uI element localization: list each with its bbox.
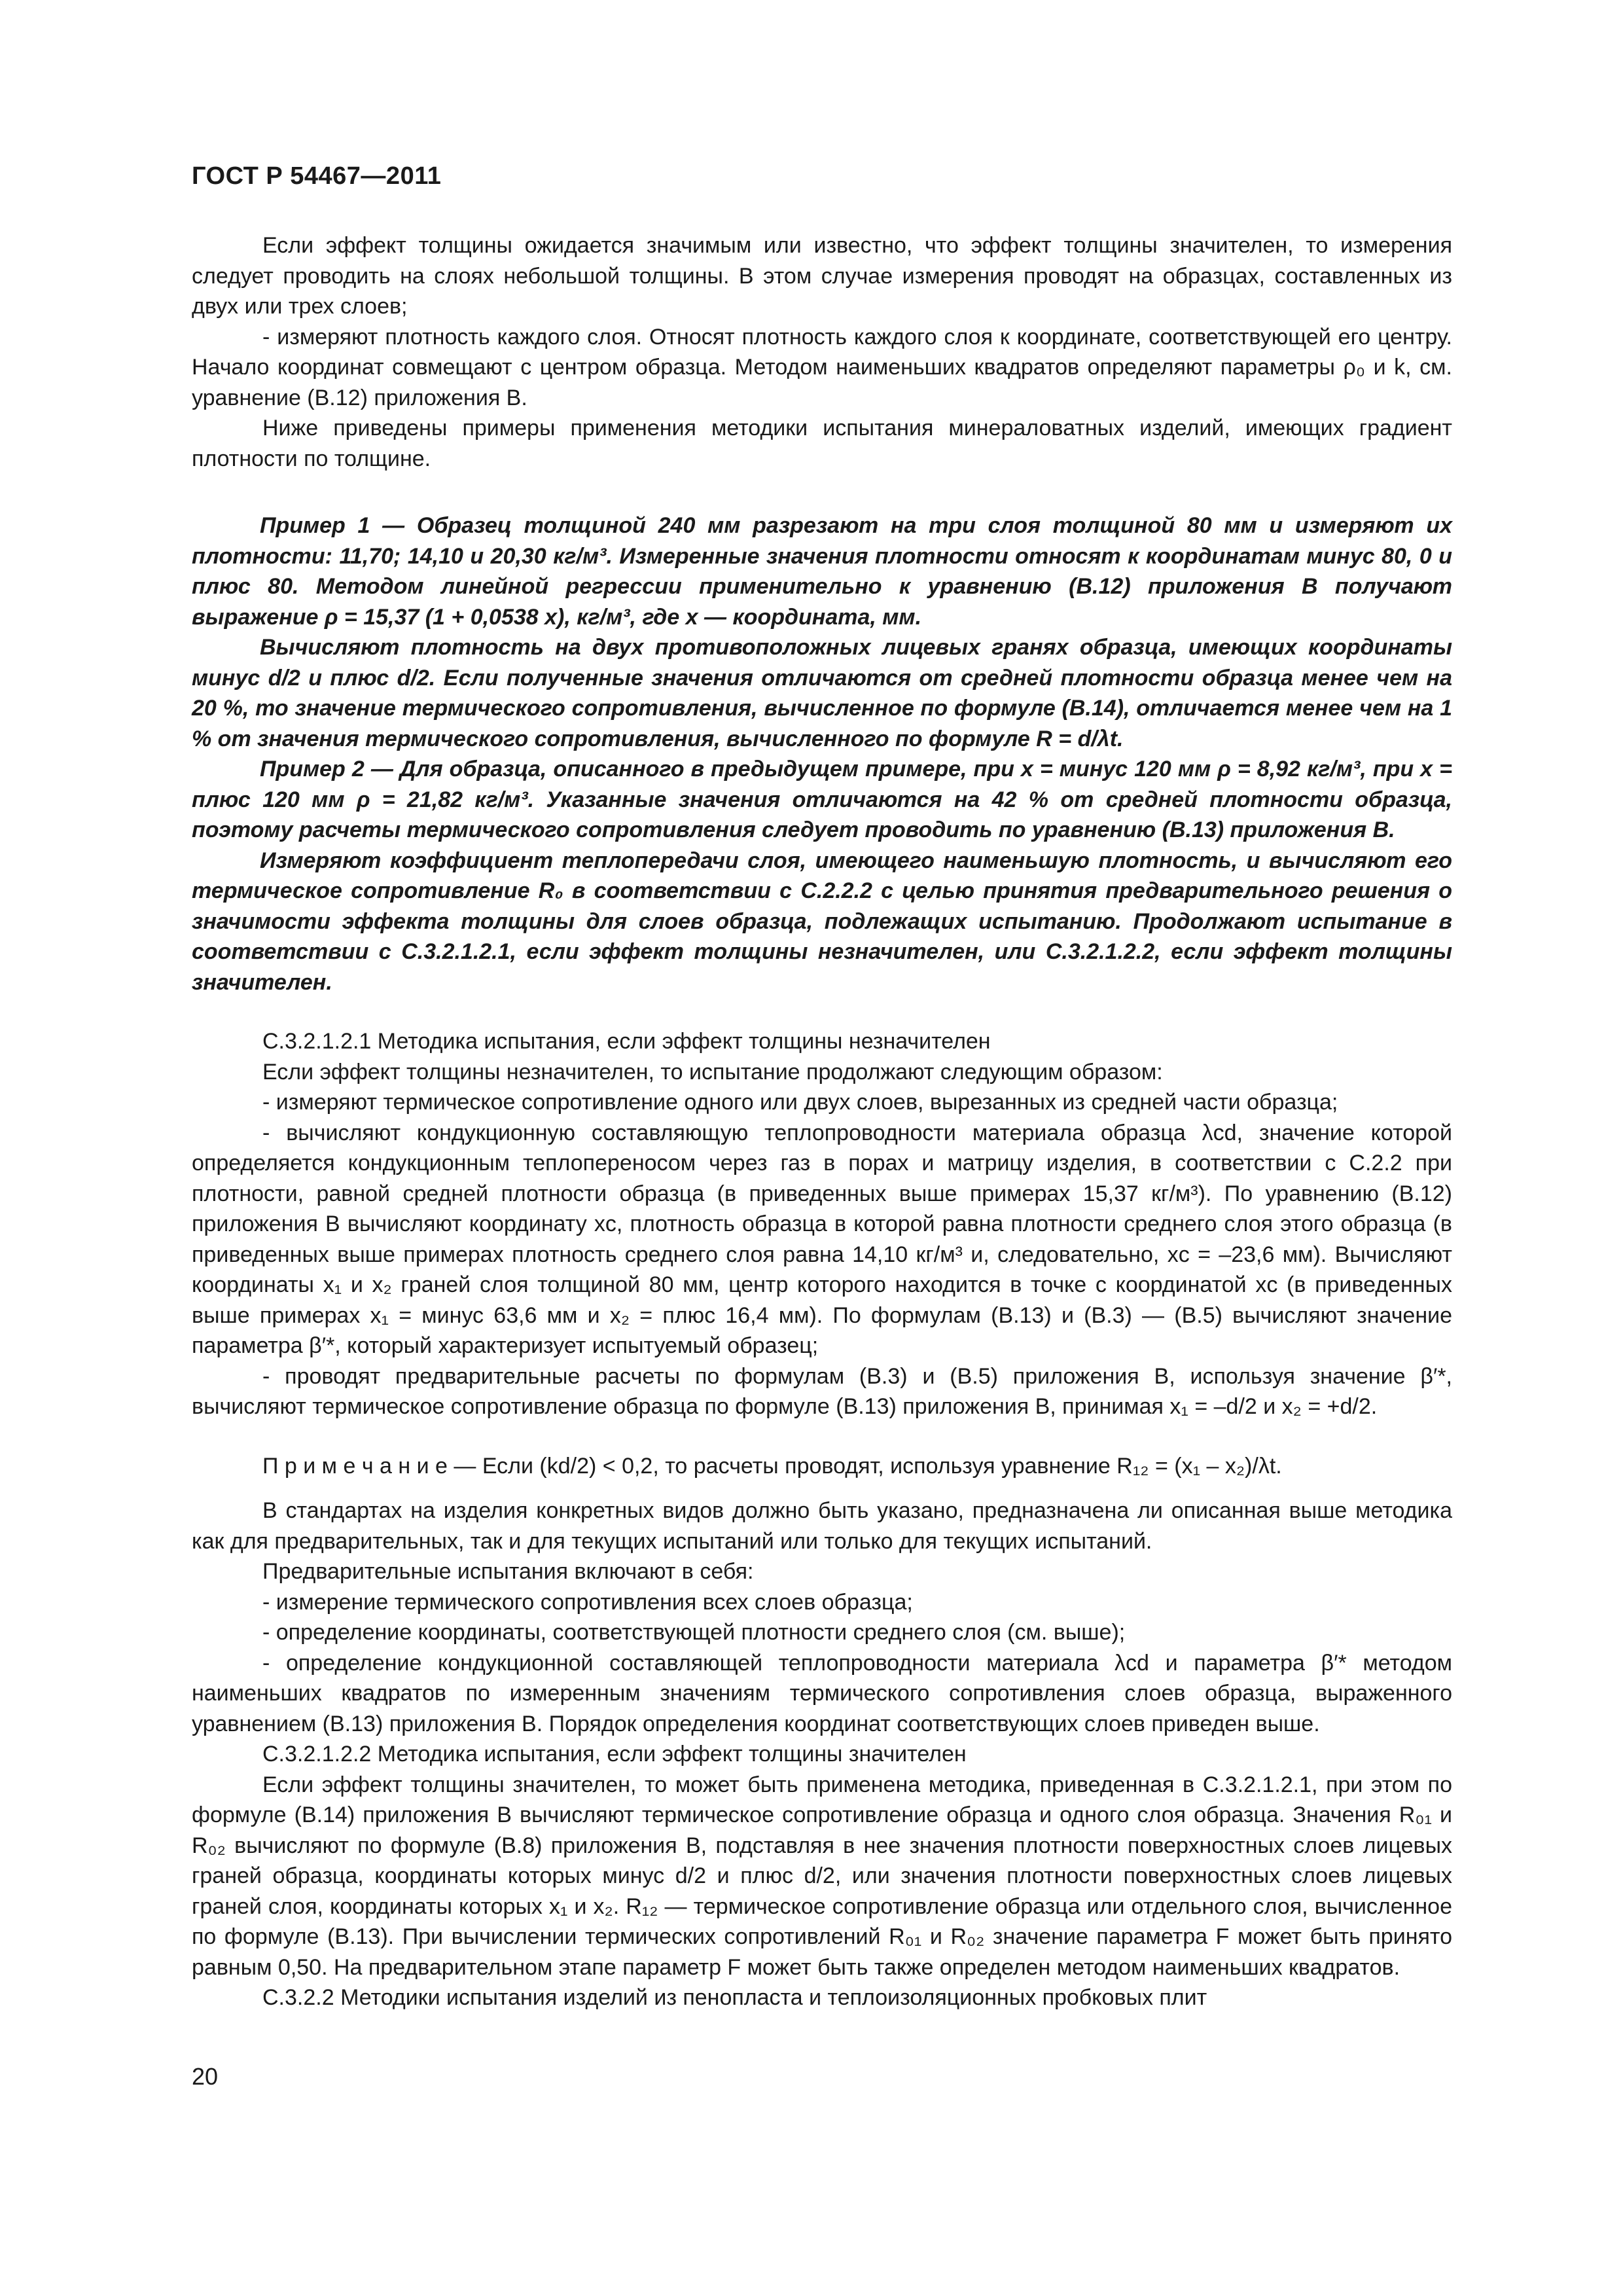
paragraph: Ниже приведены примеры применения методики испытания минераловатных изделий, имеющих градиент плотности по толщине. — [192, 416, 1452, 471]
section-heading: С.3.2.1.2.2 Методика испытания, если эффект толщины значителен — [262, 1742, 967, 1767]
example-paragraph: Пример 2 — Для образца, описанного в предыдущем примере, при x = минус 120 мм ρ = 8,92 кг/м³, при x = плюс 120 мм ρ = 21,82 кг/м³. Указанные значения отличаются на 42 % от средней плотности образца, поэтому расчеты термического сопротивления следует проводить по уравнению (В.13) приложения В. — [192, 757, 1452, 842]
list-item: - определение координаты, соответствующей плотности среднего слоя (см. выше); — [262, 1620, 1126, 1645]
list-item: - вычисляют кондукционную составляющую теплопроводности материала образца λcd, значение которой определяется кондукционным теплопереносом через газ в порах и матрицу изделия, в соответствии с С.2.2 при плотности, равной средней плотности образца (в приведенных выше примерах 15,37 кг/м³). По уравнению (В.12) приложения В вычисляют координату xc, плотность образца в которой равна плотности среднего слоя этого образца (в приведенных выше примерах плотность среднего слоя равна 14,10 кг/м³ и, следовательно, xc = –23,6 мм). Вычисляют координаты x₁ и x₂ граней слоя толщиной 80 мм, центр которого находится в точке с координатой xc (в приведенных выше примерах x₁ = минус 63,6 мм и x₂ = плюс 16,4 мм). По формулам (В.13) и (В.3) — (В.5) вычисляют значение параметра β′*, который характеризует испытуемый образец; — [192, 1120, 1452, 1358]
paragraph: Если эффект толщины значителен, то может быть применена методика, приведенная в С.3.2.1.2.1, при этом по формуле (В.14) приложения В вычисляют термическое сопротивление образца и одного слоя образца. Значения R₀₁ и R₀₂ вычисляют по формуле (В.8) приложения В, подставляя в нее значения плотности поверхностных слоев лицевых граней образца, координаты которых минус d/2 и плюс d/2, или значения плотности поверхностных слоев лицевых граней слоя, координаты которых x₁ и x₂. R₁₂ — термическое сопротивление образца или отдельного слоя, вычисленное по формуле (В.13). При вычислении термических сопротивлений R₀₁ и R₀₂ значение параметра F может быть принято равным 0,50. На предварительном этапе параметр F может быть также определен методом наименьших квадратов. — [192, 1772, 1452, 1980]
examples-block — [192, 511, 1452, 997]
example-paragraph: Пример 1 — Образец толщиной 240 мм разрезают на три слоя толщиной 80 мм и измеряют их плотности: 11,70; 14,10 и 20,30 кг/м³. Измеренные значения плотности относят к координатам минус 80, 0 и плюс 80. Методом линейной регрессии применительно к уравнению (В.12) приложения В получают выражение ρ = 15,37 (1 + 0,0538 x), кг/м³, где x — координата, мм. — [192, 513, 1452, 630]
example-paragraph: Вычисляют плотность на двух противоположных лицевых гранях образца, имеющих координаты минус d/2 и плюс d/2. Если полученные значения отличаются от средней плотности образца менее чем на 20 %, то значение термического сопротивления, вычисленное по формуле (В.14), отличается менее чем на 1 % от значения термического сопротивления, вычисленного по формуле R = d/λt. — [192, 635, 1452, 751]
paragraph: Если эффект толщины незначителен, то испытание продолжают следующим образом: — [262, 1059, 1163, 1085]
paragraph: В стандартах на изделия конкретных видов должно быть указано, предназначена ли описанная выше методика как для предварительных, так и для текущих испытаний или только для текущих испытаний. — [192, 1498, 1452, 1554]
list-item: - измеряют термическое сопротивление одного или двух слоев, вырезанных из средней части образца; — [262, 1090, 1338, 1115]
paragraph: Если эффект толщины ожидается значимым или известно, что эффект толщины значителен, то измерения следует проводить на слоях небольшой толщины. В этом случае измерения проводят на образцах, составленных из двух или трех слоев; — [192, 233, 1452, 319]
list-item: - проводят предварительные расчеты по формулам (В.3) и (В.5) приложения В, используя значение β′*, вычисляют термическое сопротивление образца по формуле (В.13) приложения В, принимая x₁ = –d/2 и x₂ = +d/2. — [192, 1363, 1452, 1419]
paragraph: Предварительные испытания включают в себя: — [262, 1559, 754, 1584]
section-heading: С.3.2.2 Методики испытания изделий из пенопласта и теплоизоляционных пробковых плит — [262, 1985, 1207, 2010]
document-header: ГОСТ Р 54467—2011 — [192, 162, 442, 190]
list-item: - определение кондукционной составляющей теплопроводности материала λcd и параметра β′* методом наименьших квадратов по измеренным значениям термического сопротивления слоев образца, выраженного уравнением (В.13) приложения В. Порядок определения координат соответствующих слоев приведен выше. — [192, 1650, 1452, 1736]
document-body — [192, 230, 1452, 2013]
page-number: 20 — [192, 2063, 219, 2090]
example-paragraph: Измеряют коэффициент теплопередачи слоя, имеющего наименьшую плотность, и вычисляют его термическое сопротивление R₀ в соответствии с С.2.2.2 с целью принятия предварительного решения о значимости эффекта толщины для слоев образца, подлежащих испытанию. Продолжают испытание в соответствии с С.3.2.1.2.1, если эффект толщины незначителен, или С.3.2.1.2.2, если эффект толщины значителен. — [192, 848, 1452, 995]
section-heading: С.3.2.1.2.1 Методика испытания, если эффект толщины незначителен — [262, 1029, 991, 1054]
note: П р и м е ч а н и е — Если (kd/2) < 0,2, то расчеты проводят, используя уравнение R₁₂ = (x₁ – x₂)/λt. — [262, 1453, 1282, 1479]
paragraph: - измеряют плотность каждого слоя. Относят плотность каждого слоя к координате, соответствующей его центру. Начало координат совмещают с центром образца. Методом наименьших квадратов определяют параметры ρ₀ и k, см. уравнение (В.12) приложения В. — [192, 324, 1452, 410]
list-item: - измерение термического сопротивления всех слоев образца; — [262, 1589, 913, 1615]
